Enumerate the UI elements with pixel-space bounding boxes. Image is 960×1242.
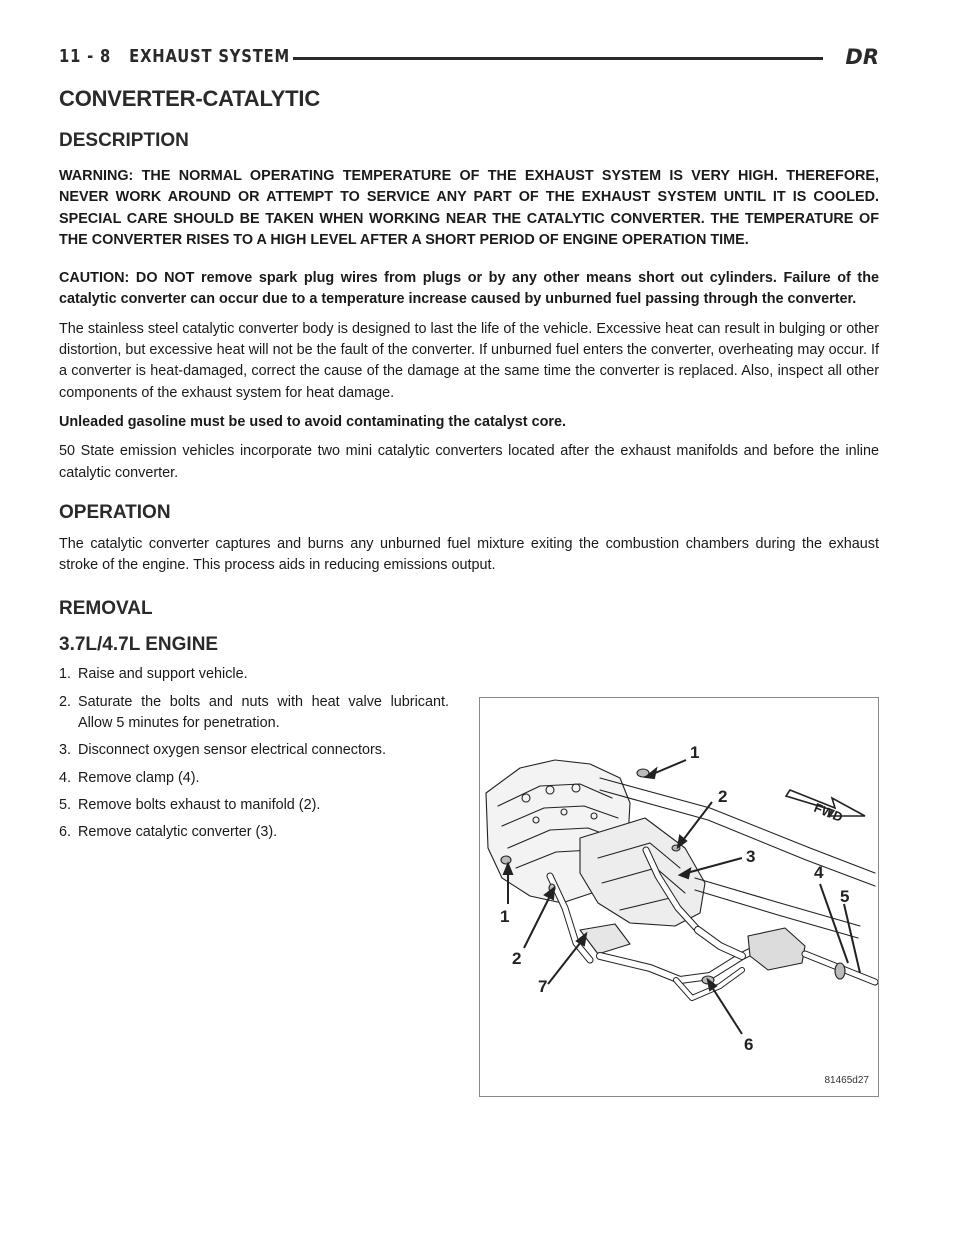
step-item [59, 822, 449, 843]
caution-paragraph: CAUTION: DO NOT remove spark plug wires from plugs or by any other means short out cylinders. Failure of the catalytic converter can occur due to a temperature increase caused by unburned fuel passing through the converter. [59, 270, 879, 308]
mini-converter-left [580, 924, 630, 954]
section-title: EXHAUST SYSTEM [129, 46, 291, 67]
exhaust-line-drawing [480, 698, 878, 1096]
step-number: 6. [59, 824, 72, 841]
figure-id: 81465d27 [824, 1075, 869, 1086]
removal-heading: REMOVAL [59, 598, 153, 620]
step-item [59, 795, 449, 816]
step-text: Remove clamp (4). [78, 769, 200, 786]
step-item [59, 768, 449, 789]
header-rule [293, 57, 823, 60]
removal-steps [59, 664, 449, 843]
callout-7: 7 [538, 977, 548, 996]
section-label [59, 46, 290, 67]
step-number: 3. [59, 742, 72, 759]
fwd-label: FWD [811, 799, 845, 825]
callout-4: 4 [814, 863, 824, 882]
callout-1-top: 1 [690, 743, 700, 762]
step-text: Remove bolts exhaust to manifold (2). [78, 796, 321, 813]
callout-2-top: 2 [718, 787, 728, 806]
step-text: Raise and support vehicle. [78, 666, 248, 683]
fwd-arrow-icon [786, 790, 865, 825]
catalytic-converter-illustration [479, 697, 879, 1097]
step-text: Remove catalytic converter (3). [78, 824, 278, 841]
unleaded-note: Unleaded gasoline must be used to avoid contaminating the catalyst core. [59, 413, 566, 430]
warning-paragraph: WARNING: THE NORMAL OPERATING TEMPERATURE OF THE EXHAUST SYSTEM IS VERY HIGH. THEREFORE, NEVER WORK AROUND OR ATTEMPT TO SERVICE ANY PART OF THE EXHAUST SYSTEM UNTIL IT IS COOLED. SPECIAL CARE SHOULD BE TAKEN WHEN WORKING NEAR THE CATALYTIC CONVERTER. THE TEMPERATURE OF THE CONVERTER RISES TO A HIGH LEVEL AFTER A SHORT PERIOD OF ENGINE OPERATION TIME. [59, 168, 879, 248]
callout-6: 6 [744, 1035, 754, 1054]
step-item [59, 692, 449, 735]
running-head [59, 46, 879, 70]
step-item [59, 664, 449, 685]
operation-heading: OPERATION [59, 501, 171, 523]
catalytic-converter [748, 928, 805, 970]
step-number: 2. [59, 693, 72, 710]
step-number: 4. [59, 769, 72, 786]
callout-2-left: 2 [512, 949, 522, 968]
description-heading: DESCRIPTION [59, 130, 189, 151]
model-code: DR [845, 45, 879, 69]
callout-5: 5 [840, 887, 850, 906]
step-text: Saturate the bolts and nuts with heat valve lubricant. Allow 5 minutes for penetration. [78, 693, 449, 732]
section-number: 11 - 8 [59, 46, 112, 67]
step-item [59, 740, 449, 761]
page-title: CONVERTER-CATALYTIC [59, 86, 321, 111]
step-number: 5. [59, 796, 72, 813]
callout-3: 3 [746, 847, 756, 866]
step-text: Disconnect oxygen sensor electrical connectors. [78, 742, 386, 759]
operation-text: The catalytic converter captures and burns any unburned fuel mixture exiting the combustion chambers during the exhaust stroke of the engine. This process aids in reducing emissions output. [59, 535, 879, 574]
step-number: 1. [59, 666, 72, 683]
clamp [835, 963, 845, 979]
engine-subheading: 3.7L/4.7L ENGINE [59, 634, 219, 656]
description-body: The stainless steel catalytic converter body is designed to last the life of the vehicle. Excessive heat can result in bulging or other distortion, but excessive heat will not be the fault of the converter. If unburned fuel enters the converter, overheating may occur. If a converter is heat-damaged, correct the cause of the damage at the same time the converter is replaced. Also, inspect all other components of the exhaust system for heat damage. [59, 320, 879, 401]
fifty-state-note: 50 State emission vehicles incorporate two mini catalytic converters located after the exhaust manifolds and before the inline catalytic converter. [59, 443, 879, 481]
callout-1-left: 1 [500, 907, 510, 926]
